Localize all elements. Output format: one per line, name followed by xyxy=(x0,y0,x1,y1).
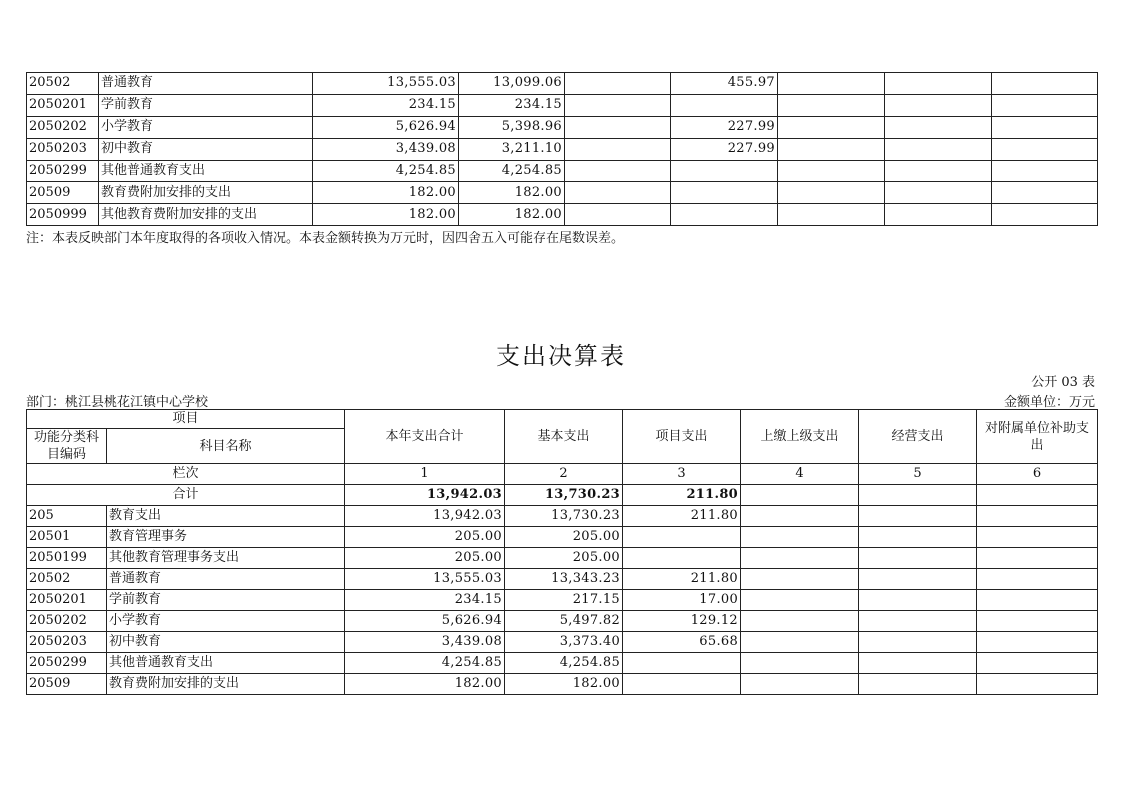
subject-name: 学前教育 xyxy=(99,94,313,116)
subject-code: 205 xyxy=(27,506,107,527)
subject-name: 教育支出 xyxy=(107,506,345,527)
amount-cell: 3,373.40 xyxy=(505,632,623,653)
amount-cell: 3,439.08 xyxy=(345,632,505,653)
total-c6 xyxy=(977,485,1098,506)
subject-name: 其他教育费附加安排的支出 xyxy=(99,204,313,226)
amount-cell: 182.00 xyxy=(505,674,623,695)
amount-cell: 217.15 xyxy=(505,590,623,611)
amount-cell: 205.00 xyxy=(505,548,623,569)
header-col3: 项目支出 xyxy=(623,410,741,464)
amount-cell: 5,626.94 xyxy=(345,611,505,632)
amount-cell: 13,730.23 xyxy=(505,506,623,527)
amount-cell xyxy=(623,548,741,569)
subject-code: 20501 xyxy=(27,527,107,548)
amount-cell: 211.80 xyxy=(623,569,741,590)
column-index-label: 栏次 xyxy=(27,464,345,485)
subject-name: 教育管理事务 xyxy=(107,527,345,548)
amount-cell xyxy=(565,182,671,204)
amount-cell xyxy=(565,73,671,95)
amount-cell xyxy=(741,527,859,548)
table-row xyxy=(27,160,1098,182)
table-row xyxy=(27,527,1098,548)
table-row xyxy=(27,653,1098,674)
amount-cell xyxy=(859,653,977,674)
amount-cell xyxy=(992,182,1098,204)
amount-cell xyxy=(778,116,885,138)
amount-cell xyxy=(623,527,741,548)
amount-cell: 4,254.85 xyxy=(459,160,565,182)
table-row xyxy=(27,632,1098,653)
amount-cell xyxy=(778,182,885,204)
amount-cell: 205.00 xyxy=(505,527,623,548)
department-label: 部门：桃江县桃花江镇中心学校 xyxy=(26,395,209,410)
table-row xyxy=(27,204,1098,226)
column-index-1: 1 xyxy=(345,464,505,485)
amount-cell xyxy=(859,611,977,632)
column-index-5: 5 xyxy=(859,464,977,485)
amount-cell: 234.15 xyxy=(459,94,565,116)
total-c5 xyxy=(859,485,977,506)
header-col5: 经营支出 xyxy=(859,410,977,464)
amount-cell xyxy=(671,204,778,226)
subject-code: 2050203 xyxy=(27,138,99,160)
header-col1: 本年支出合计 xyxy=(345,410,505,464)
subject-name: 普通教育 xyxy=(107,569,345,590)
amount-cell xyxy=(741,548,859,569)
subject-name: 初中教育 xyxy=(99,138,313,160)
amount-cell xyxy=(859,569,977,590)
subject-code: 20502 xyxy=(27,73,99,95)
total-c2: 13,730.23 xyxy=(505,485,623,506)
amount-cell xyxy=(977,674,1098,695)
subject-code: 2050201 xyxy=(27,94,99,116)
header-col2: 基本支出 xyxy=(505,410,623,464)
amount-cell xyxy=(565,138,671,160)
amount-cell: 182.00 xyxy=(313,182,459,204)
column-index-6: 6 xyxy=(977,464,1098,485)
header-code: 功能分类科目编码 xyxy=(27,429,107,464)
prev-income-table xyxy=(26,72,1098,226)
amount-cell: 211.80 xyxy=(623,506,741,527)
amount-cell xyxy=(992,204,1098,226)
subject-code: 2050299 xyxy=(27,653,107,674)
amount-cell: 17.00 xyxy=(623,590,741,611)
form-code: 公开 03 表 xyxy=(1031,375,1095,390)
table-row xyxy=(27,611,1098,632)
amount-cell xyxy=(859,590,977,611)
total-c4 xyxy=(741,485,859,506)
subject-name: 教育费附加安排的支出 xyxy=(107,674,345,695)
amount-cell xyxy=(741,569,859,590)
header-name: 科目名称 xyxy=(107,429,345,464)
amount-cell xyxy=(977,611,1098,632)
table-row xyxy=(27,569,1098,590)
subject-name: 其他普通教育支出 xyxy=(99,160,313,182)
amount-cell xyxy=(565,160,671,182)
amount-cell xyxy=(992,138,1098,160)
amount-cell xyxy=(778,138,885,160)
amount-cell xyxy=(623,653,741,674)
table-note: 注：本表反映部门本年度取得的各项收入情况。本表金额转换为万元时，因四舍五入可能存在尾数误差。 xyxy=(26,231,625,246)
amount-cell: 129.12 xyxy=(623,611,741,632)
amount-cell xyxy=(778,94,885,116)
subject-name: 普通教育 xyxy=(99,73,313,95)
amount-cell: 205.00 xyxy=(345,548,505,569)
subject-code: 20502 xyxy=(27,569,107,590)
expenditure-table-header xyxy=(27,410,1098,506)
amount-cell: 13,555.03 xyxy=(313,73,459,95)
table-row xyxy=(27,116,1098,138)
subject-name: 小学教育 xyxy=(107,611,345,632)
subject-name: 小学教育 xyxy=(99,116,313,138)
amount-cell xyxy=(859,506,977,527)
amount-cell xyxy=(977,527,1098,548)
amount-cell xyxy=(741,611,859,632)
amount-cell: 3,211.10 xyxy=(459,138,565,160)
amount-cell xyxy=(992,160,1098,182)
amount-cell xyxy=(859,548,977,569)
amount-cell: 5,626.94 xyxy=(313,116,459,138)
subject-code: 2050202 xyxy=(27,116,99,138)
expenditure-table xyxy=(26,409,1098,695)
amount-cell xyxy=(885,138,992,160)
table-row xyxy=(27,138,1098,160)
amount-cell xyxy=(741,653,859,674)
amount-cell xyxy=(992,116,1098,138)
amount-cell: 182.00 xyxy=(459,204,565,226)
expenditure-table-body xyxy=(27,506,1098,695)
amount-cell: 13,942.03 xyxy=(345,506,505,527)
amount-cell: 455.97 xyxy=(671,73,778,95)
table-row xyxy=(27,674,1098,695)
subject-code: 20509 xyxy=(27,674,107,695)
subject-name: 教育费附加安排的支出 xyxy=(99,182,313,204)
amount-cell xyxy=(741,632,859,653)
amount-cell xyxy=(741,674,859,695)
amount-cell xyxy=(977,590,1098,611)
column-index-3: 3 xyxy=(623,464,741,485)
amount-cell xyxy=(977,506,1098,527)
amount-cell: 13,555.03 xyxy=(345,569,505,590)
amount-cell: 182.00 xyxy=(345,674,505,695)
table-row xyxy=(27,548,1098,569)
column-index-4: 4 xyxy=(741,464,859,485)
header-col6: 对附属单位补助支出 xyxy=(977,410,1098,464)
amount-cell: 234.15 xyxy=(345,590,505,611)
table-row xyxy=(27,94,1098,116)
amount-cell xyxy=(565,116,671,138)
table-row xyxy=(27,182,1098,204)
subject-code: 2050201 xyxy=(27,590,107,611)
amount-cell xyxy=(885,160,992,182)
unit-label: 金额单位：万元 xyxy=(1003,395,1095,410)
amount-cell xyxy=(671,94,778,116)
table-row xyxy=(27,590,1098,611)
amount-cell xyxy=(778,160,885,182)
subject-code: 2050203 xyxy=(27,632,107,653)
amount-cell xyxy=(859,632,977,653)
table-row xyxy=(27,506,1098,527)
amount-cell: 5,497.82 xyxy=(505,611,623,632)
amount-cell: 3,439.08 xyxy=(313,138,459,160)
table-row xyxy=(27,73,1098,95)
total-c1: 13,942.03 xyxy=(345,485,505,506)
amount-cell: 205.00 xyxy=(345,527,505,548)
amount-cell xyxy=(977,569,1098,590)
amount-cell xyxy=(565,94,671,116)
amount-cell: 4,254.85 xyxy=(505,653,623,674)
amount-cell: 5,398.96 xyxy=(459,116,565,138)
amount-cell xyxy=(741,506,859,527)
amount-cell xyxy=(992,73,1098,95)
amount-cell xyxy=(623,674,741,695)
amount-cell xyxy=(671,182,778,204)
header-col4: 上缴上级支出 xyxy=(741,410,859,464)
total-c3: 211.80 xyxy=(623,485,741,506)
subject-code: 20509 xyxy=(27,182,99,204)
subject-name: 初中教育 xyxy=(107,632,345,653)
page-title: 支出决算表 xyxy=(496,342,626,370)
amount-cell: 13,099.06 xyxy=(459,73,565,95)
amount-cell xyxy=(977,632,1098,653)
subject-name: 其他普通教育支出 xyxy=(107,653,345,674)
amount-cell xyxy=(977,653,1098,674)
amount-cell xyxy=(778,73,885,95)
amount-cell: 182.00 xyxy=(459,182,565,204)
amount-cell xyxy=(885,204,992,226)
subject-code: 2050199 xyxy=(27,548,107,569)
subject-name: 其他教育管理事务支出 xyxy=(107,548,345,569)
header-item: 项目 xyxy=(27,410,345,429)
amount-cell xyxy=(885,116,992,138)
column-index-2: 2 xyxy=(505,464,623,485)
amount-cell: 182.00 xyxy=(313,204,459,226)
amount-cell xyxy=(565,204,671,226)
amount-cell xyxy=(859,527,977,548)
amount-cell: 65.68 xyxy=(623,632,741,653)
amount-cell xyxy=(741,590,859,611)
total-row xyxy=(27,485,1098,506)
amount-cell: 227.99 xyxy=(671,138,778,160)
prev-table-body xyxy=(27,73,1098,226)
subject-name: 学前教育 xyxy=(107,590,345,611)
amount-cell xyxy=(885,94,992,116)
amount-cell: 234.15 xyxy=(313,94,459,116)
amount-cell: 4,254.85 xyxy=(313,160,459,182)
amount-cell xyxy=(977,548,1098,569)
amount-cell xyxy=(859,674,977,695)
amount-cell xyxy=(778,204,885,226)
amount-cell xyxy=(671,160,778,182)
amount-cell: 227.99 xyxy=(671,116,778,138)
amount-cell xyxy=(992,94,1098,116)
total-label: 合计 xyxy=(27,485,345,506)
subject-code: 2050202 xyxy=(27,611,107,632)
amount-cell: 13,343.23 xyxy=(505,569,623,590)
amount-cell xyxy=(885,73,992,95)
subject-code: 2050299 xyxy=(27,160,99,182)
amount-cell xyxy=(885,182,992,204)
subject-code: 2050999 xyxy=(27,204,99,226)
amount-cell: 4,254.85 xyxy=(345,653,505,674)
